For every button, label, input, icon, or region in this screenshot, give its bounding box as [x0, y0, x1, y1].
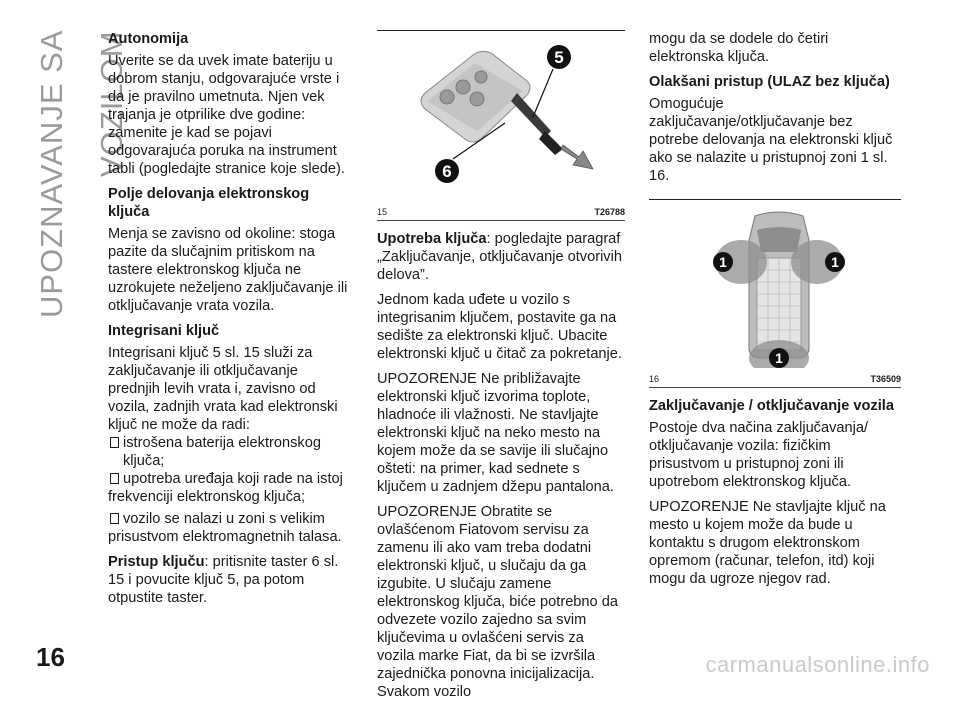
paragraph-upozorenje-2: UPOZORENJE Obratite se ovlašćenom Fiatovom servisu za zamenu ili ako vam treba dodatni elektronski ključ, u slučaju da ga izgubite. U slučaju zamene elektronskog ključa, biće potrebno da odvezete vozilo zajedno sa svim ključevima u ovlašćeni servis za vozila marke Fiat, da bi se izvršila zajednička ponovna inicijalizacija. Svakom vozilo [377, 504, 618, 700]
column-3 [649, 30, 901, 595]
bullet-item [108, 510, 352, 528]
callout-5-label: 5 [554, 48, 564, 67]
bullet-continuation: prisustvom elektromagnetnih talasa. [108, 529, 342, 545]
paragraph-upotreba-kljuca [377, 230, 625, 284]
heading-polje-delovanja: Polje delovanja elektronskog ključa [108, 186, 310, 220]
column-2 [377, 30, 625, 708]
page-number: 16 [36, 642, 65, 672]
windshield [757, 227, 801, 252]
paragraph-autonomija: Uverite se da uvek imate bateriju u dobrom stanju, odgovarajuće vrste i da je pravilno umetnuta. Njen vek trajanja je otprilike dve godine: zamenite je kad se pojavi odgovarajuća poruka na instrument tabli (pogledajte stranice koje slede). [108, 53, 345, 177]
bullet-item [108, 434, 352, 470]
emergency-key-tip [539, 131, 563, 155]
paragraph-continuation: mogu da se dodele do četiri elektronska ključa. [649, 31, 829, 65]
key-button-icon [470, 92, 484, 106]
paragraph-polje-delovanja: Menja se zavisno od okoline: stoga pazite da slučajnim pritiskom na tastere elektronskog ključa ne uzrokujete neželjeno zaključavanje ili otključavanje vrata vozila. [108, 226, 348, 314]
paragraph-olaksani-pristup: Omogućuje zaključavanje/otključavanje bez potrebe delovanja na elektronski ključ ako se nalazite u pristupnoj zoni 1 sl. 16. [649, 96, 893, 184]
heading-integrisani-kljuc: Integrisani ključ [108, 323, 220, 339]
key-button-icon [456, 80, 470, 94]
watermark: carmanualsonline.info [705, 652, 930, 677]
pristup-kljucu-text: : pritisnite taster 6 sl. 15 i povucite ključ 5, pa potom otpustite taster. [108, 554, 339, 606]
figure-15 [377, 30, 625, 221]
bullet-icon [110, 437, 119, 448]
figure-15-number: 15 [377, 207, 388, 217]
callout-6-label: 6 [442, 162, 452, 181]
paragraph-jednom-kada: Jednom kada uđete u vozilo s integrisanim ključem, postavite ga na sedište za elektronski ključ. Ubacite elektronski ključ u čitač za pokretanje. [377, 292, 622, 362]
bullet-icon [110, 473, 119, 484]
bullet-text: istrošena baterija elektronskog ključa; [123, 435, 321, 469]
paragraph-upozorenje-1: UPOZORENJE Ne približavajte elektronski ključ izvorima toplote, hladnoće ili vlažnosti. Ne stavljajte elektronski ključ na neko mesto na kojem može da se savije ili slučajno ošteti: na primer, kad sednete s ključem u zadnjem džepu pantalona. [377, 371, 614, 495]
emergency-key-blade [511, 93, 551, 137]
figure-16 [649, 199, 901, 388]
heading-autonomija: Autonomija [108, 31, 189, 47]
paragraph-pristup-kljucu [108, 553, 352, 607]
callout-1-label: 1 [831, 254, 839, 270]
bullet-item [108, 470, 352, 488]
pull-arrow-icon [561, 145, 593, 169]
callout-5-line [533, 69, 553, 117]
bullet-icon [110, 513, 119, 524]
figure-15-caption [377, 206, 625, 221]
section-side-tab: UPOZNAVANJE SA VOZILOM [34, 30, 129, 319]
figure-16-caption [649, 373, 901, 388]
figure-16-number: 16 [649, 374, 660, 384]
upotreba-kljuca-label: Upotreba ključa [377, 231, 487, 247]
paragraph-integrisani-kljuc: Integrisani ključ 5 sl. 15 služi za zaključavanje ili otključavanje prednjih levih vrata i, zavisno od vozila, zadnjih vrata kad elektronski ključ ne može da radi: [108, 345, 338, 433]
paragraph-upozorenje-3: UPOZORENJE Ne stavljajte ključ na mesto u kojem može da bude u kontaktu s drugom elektronskom opremom (računar, telefon, itd) koji mogu da ugroze njegov rad. [649, 499, 886, 587]
callout-1-label: 1 [719, 254, 727, 270]
paragraph-zakljucavanje: Postoje dva načina zaključavanja/ otključavanje vozila: fizičkim prisustvom u pristupnoj zoni ili upotrebom elektronskog ključa. [649, 420, 869, 490]
upotreba-kljuca-text: : pogledajte paragraf „Zaključavanje, otključavanje otvorivih delova”. [377, 231, 622, 283]
figure-15-code: T26788 [594, 207, 625, 217]
bullet-text: upotreba uređaja koji rade na istoj [123, 471, 343, 487]
callout-1-label: 1 [775, 350, 783, 366]
pristup-kljucu-label: Pristup ključu [108, 554, 205, 570]
bullet-continuation: frekvenciji elektronskog ključa; [108, 489, 306, 505]
key-button-icon [440, 90, 454, 104]
heading-zakljucavanje: Zaključavanje / otključavanje vozila [649, 398, 894, 414]
key-button-icon [475, 71, 487, 83]
key-card-illustration [377, 31, 625, 201]
figure-16-code: T36509 [870, 374, 901, 384]
column-1 [108, 30, 352, 614]
heading-olaksani-pristup: Olakšani pristup (ULAZ bez ključa) [649, 74, 890, 90]
bullet-text: vozilo se nalazi u zoni s velikim [123, 511, 325, 527]
access-zone-illustration [649, 200, 901, 368]
